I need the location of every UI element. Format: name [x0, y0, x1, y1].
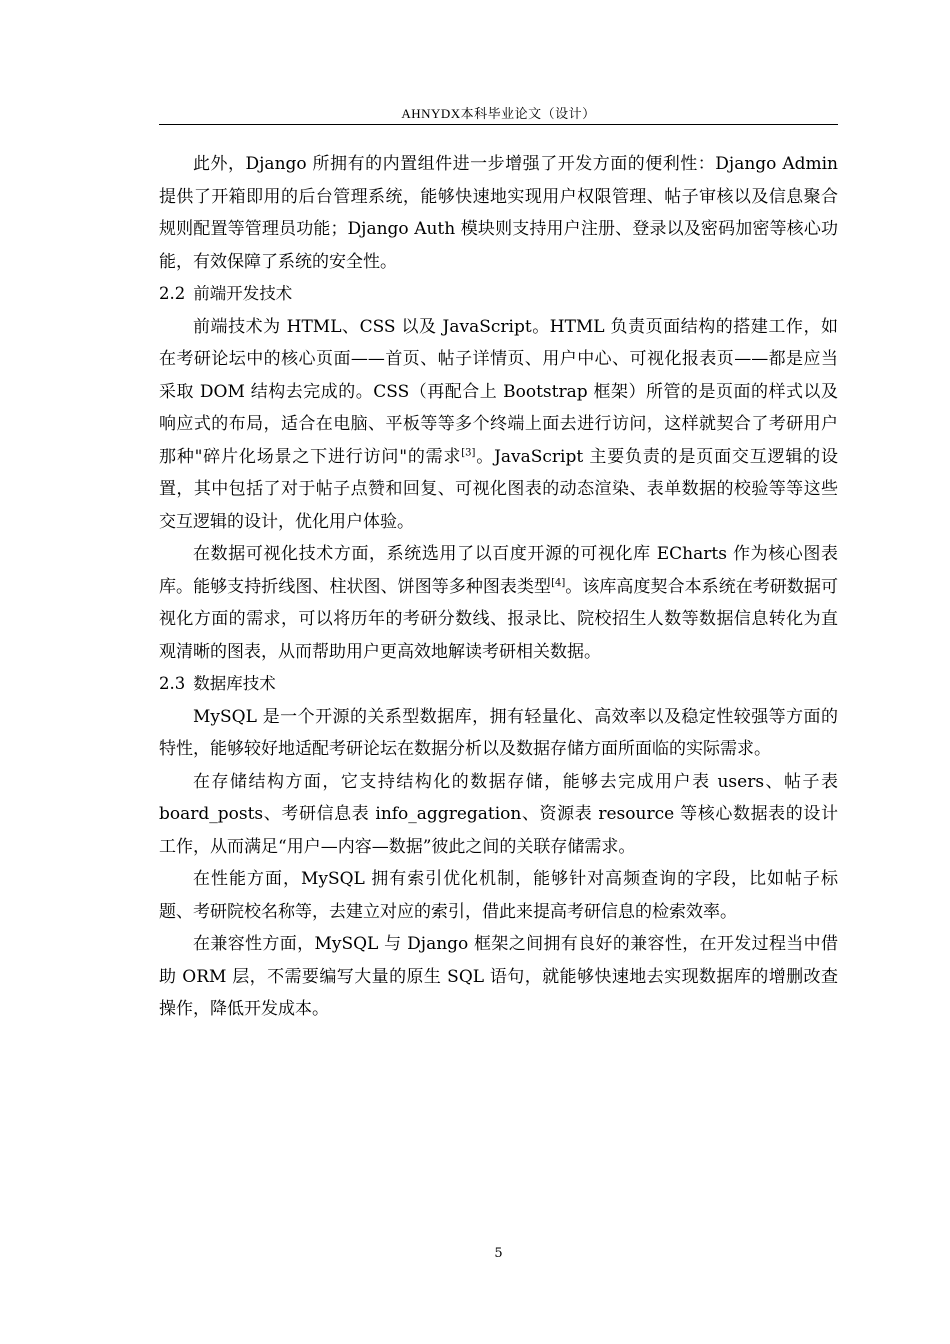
paragraph-visualization: [159, 538, 838, 668]
running-header: AHNYDX本科毕业论文（设计）: [401, 106, 596, 121]
section-title: 前端开发技术: [193, 284, 293, 303]
paragraph-text: 在数据可视化技术方面，系统选用了以百度开源的可视化库 ECharts 作为核心图表库。能够支持折线图、柱状图、饼图等多种图表类型: [159, 544, 838, 597]
citation-ref: [4]: [551, 576, 566, 588]
paragraph-text: 。该库高度契合本系统在考研数据可视化方面的需求，可以将历年的考研分数线、报录比、院校招生人数等数据信息转化为直观清晰的图表，从而帮助用户更高效地解读考研相关数据。: [159, 576, 838, 662]
section-number: 2.2: [159, 284, 186, 303]
paragraph-frontend-tech: [159, 311, 838, 539]
paragraph-django-components: 此外，Django 所拥有的内置组件进一步增强了开发方面的便利性：Django Admin 提供了开箱即用的后台管理系统，能够快速地实现用户权限管理、帖子审核以及信息聚合规则配置等管理员功能；Django Auth 模块则支持用户注册、登录以及密码加密等核心功能，有效保障了系统的安全性。: [159, 154, 838, 272]
section-heading-2-2: [159, 278, 838, 311]
page-number: 5: [494, 1246, 503, 1261]
section-heading-2-3: [159, 668, 838, 701]
paragraph-mysql-intro: MySQL 是一个开源的关系型数据库，拥有轻量化、高效率以及稳定性较强等方面的特性，能够较好地适配考研论坛在数据分析以及数据存储方面所面临的实际需求。: [159, 706, 838, 759]
page-body: [159, 148, 838, 1026]
paragraph-storage-structure: 在存储结构方面，它支持结构化的数据存储，能够去完成用户表 users、帖子表 board_posts、考研信息表 info_aggregation、资源表 resource 等核心数据表的设计工作，从而满足“用户—内容—数据”彼此之间的关联存储需求。: [159, 771, 838, 857]
citation-ref: [3]: [461, 446, 476, 458]
header-rule: [159, 124, 838, 125]
paragraph-compatibility: 在兼容性方面，MySQL 与 Django 框架之间拥有良好的兼容性，在开发过程当中借助 ORM 层，不需要编写大量的原生 SQL 语句，就能够快速地去实现数据库的增删改查操作，降低开发成本。: [159, 934, 838, 1019]
section-number: 2.3: [159, 674, 186, 693]
paragraph-text: 前端技术为 HTML、CSS 以及 JavaScript。HTML 负责页面结构的搭建工作，如在考研论坛中的核心页面——首页、帖子详情页、用户中心、可视化报表页——都是应当采取 DOM 结构去完成的。CSS（再配合上 Bootstrap 框架）所管的是页面的样式以及响应式的布局，适合在电脑、平板等等多个终端上面去进行访问，这样就契合了考研用户那种"碎片化场景之下进行访问"的需求: [159, 316, 838, 467]
section-title: 数据库技术: [193, 674, 276, 693]
paragraph-text: 。JavaScript 主要负责的是页面交互逻辑的设置，其中包括了对于帖子点赞和回复、可视化图表的动态渲染、表单数据的校验等等这些交互逻辑的设计，优化用户体验。: [159, 446, 838, 532]
paragraph-performance: 在性能方面，MySQL 拥有索引优化机制，能够针对高频查询的字段，比如帖子标题、考研院校名称等，去建立对应的索引，借此来提高考研信息的检索效率。: [159, 869, 838, 922]
